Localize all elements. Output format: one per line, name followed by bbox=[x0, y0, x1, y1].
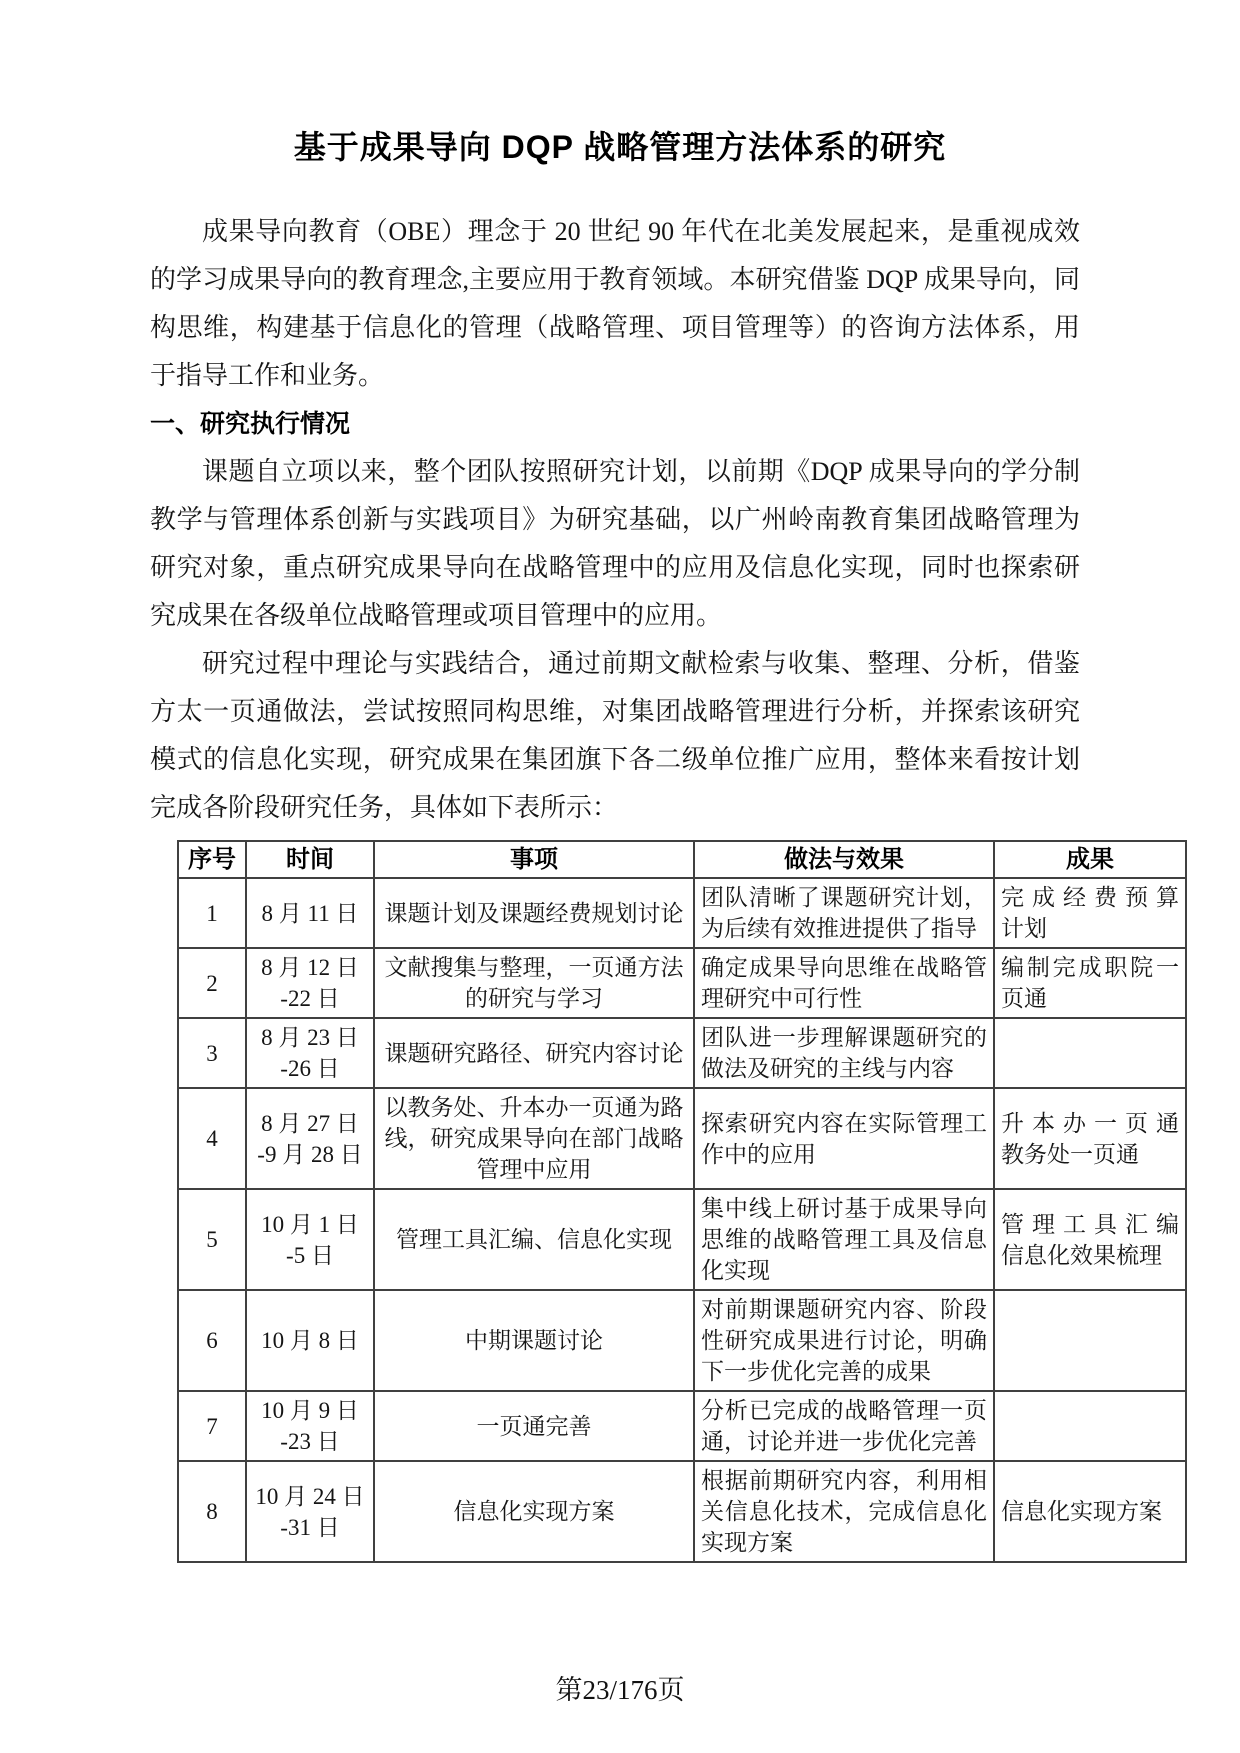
cell-result: 编制完成职院一 页通 bbox=[994, 948, 1186, 1018]
table-header-row bbox=[178, 841, 1186, 878]
table-row bbox=[178, 1018, 1186, 1088]
table-row bbox=[178, 1290, 1186, 1391]
cell-time: 10 月 24 日 -31 日 bbox=[246, 1461, 374, 1562]
table-row bbox=[178, 1461, 1186, 1562]
page-number: 第23/176页 bbox=[555, 1675, 685, 1705]
page-title: 基于成果导向 DQP 战略管理方法体系的研究 bbox=[293, 129, 947, 165]
cell-item: 信息化实现方案 bbox=[374, 1461, 694, 1562]
cell-seq: 4 bbox=[178, 1088, 246, 1189]
cell-method: 探索研究内容在实际管理工作中的应用 bbox=[694, 1088, 994, 1189]
table-row bbox=[178, 948, 1186, 1018]
header-time: 时间 bbox=[246, 841, 374, 878]
cell-seq: 6 bbox=[178, 1290, 246, 1391]
cell-item: 以教务处、升本办一页通为路线，研究成果导向在部门战略管理中应用 bbox=[374, 1088, 694, 1189]
cell-result: 信息化实现方案 bbox=[994, 1461, 1186, 1562]
cell-item: 一页通完善 bbox=[374, 1391, 694, 1461]
cell-result: 完成经费预算 计划 bbox=[994, 878, 1186, 948]
table-row bbox=[178, 1391, 1186, 1461]
cell-seq: 3 bbox=[178, 1018, 246, 1088]
cell-item: 课题计划及课题经费规划讨论 bbox=[374, 878, 694, 948]
cell-time: 8 月 11 日 bbox=[246, 878, 374, 948]
cell-method: 团队清晰了课题研究计划，为后续有效推进提供了指导 bbox=[694, 878, 994, 948]
header-result: 成果 bbox=[994, 841, 1186, 878]
header-method: 做法与效果 bbox=[694, 841, 994, 878]
cell-time: 8 月 12 日 -22 日 bbox=[246, 948, 374, 1018]
cell-seq: 8 bbox=[178, 1461, 246, 1562]
cell-method: 确定成果导向思维在战略管理研究中可行性 bbox=[694, 948, 994, 1018]
table-row bbox=[178, 1189, 1186, 1290]
cell-item: 文献搜集与整理，一页通方法的研究与学习 bbox=[374, 948, 694, 1018]
cell-method: 团队进一步理解课题研究的做法及研究的主线与内容 bbox=[694, 1018, 994, 1088]
cell-item: 中期课题讨论 bbox=[374, 1290, 694, 1391]
cell-item: 课题研究路径、研究内容讨论 bbox=[374, 1018, 694, 1088]
header-item: 事项 bbox=[374, 841, 694, 878]
table-row bbox=[178, 878, 1186, 948]
cell-result bbox=[994, 1290, 1186, 1391]
cell-method: 对前期课题研究内容、阶段性研究成果进行讨论，明确下一步优化完善的成果 bbox=[694, 1290, 994, 1391]
cell-item: 管理工具汇编、信息化实现 bbox=[374, 1189, 694, 1290]
cell-method: 分析已完成的战略管理一页通，讨论并进一步优化完善 bbox=[694, 1391, 994, 1461]
cell-result: 升本办一页通 教务处一页通 bbox=[994, 1088, 1186, 1189]
paragraph-research-basis: 课题自立项以来，整个团队按照研究计划，以前期《DQP 成果导向的学分制教学与管理体系创新与实践项目》为研究基础，以广州岭南教育集团战略管理为研究对象，重点研究成果导向在战略管理中的应用及信息化实现，同时也探索研究成果在各级单位战略管理或项目管理中的应用。 bbox=[150, 457, 1080, 630]
cell-result bbox=[994, 1018, 1186, 1088]
cell-method: 根据前期研究内容，利用相关信息化技术，完成信息化实现方案 bbox=[694, 1461, 994, 1562]
cell-time: 10 月 1 日 -5 日 bbox=[246, 1189, 374, 1290]
cell-seq: 1 bbox=[178, 878, 246, 948]
cell-seq: 5 bbox=[178, 1189, 246, 1290]
cell-seq: 2 bbox=[178, 948, 246, 1018]
table-row bbox=[178, 1088, 1186, 1189]
header-seq: 序号 bbox=[178, 841, 246, 878]
cell-result bbox=[994, 1391, 1186, 1461]
research-progress-table bbox=[177, 840, 1187, 1563]
section-heading: 一、研究执行情况 bbox=[150, 410, 351, 438]
cell-seq: 7 bbox=[178, 1391, 246, 1461]
cell-time: 8 月 27 日 -9 月 28 日 bbox=[246, 1088, 374, 1189]
paragraph-research-process: 研究过程中理论与实践结合，通过前期文献检索与收集、整理、分析，借鉴方太一页通做法，尝试按照同构思维，对集团战略管理进行分析，并探索该研究模式的信息化实现，研究成果在集团旗下各二级单位推广应用，整体来看按计划完成各阶段研究任务，具体如下表所示： bbox=[150, 649, 1080, 822]
cell-time: 10 月 8 日 bbox=[246, 1290, 374, 1391]
cell-result: 管理工具汇编 信息化效果梳理 bbox=[994, 1189, 1186, 1290]
cell-method: 集中线上研讨基于成果导向思维的战略管理工具及信息化实现 bbox=[694, 1189, 994, 1290]
cell-time: 10 月 9 日 -23 日 bbox=[246, 1391, 374, 1461]
intro-paragraph: 成果导向教育（OBE）理念于 20 世纪 90 年代在北美发展起来，是重视成效的学习成果导向的教育理念,主要应用于教育领域。本研究借鉴 DQP 成果导向，同构思维，构建基于信息化的管理（战略管理、项目管理等）的咨询方法体系，用于指导工作和业务。 bbox=[150, 217, 1080, 390]
cell-time: 8 月 23 日 -26 日 bbox=[246, 1018, 374, 1088]
